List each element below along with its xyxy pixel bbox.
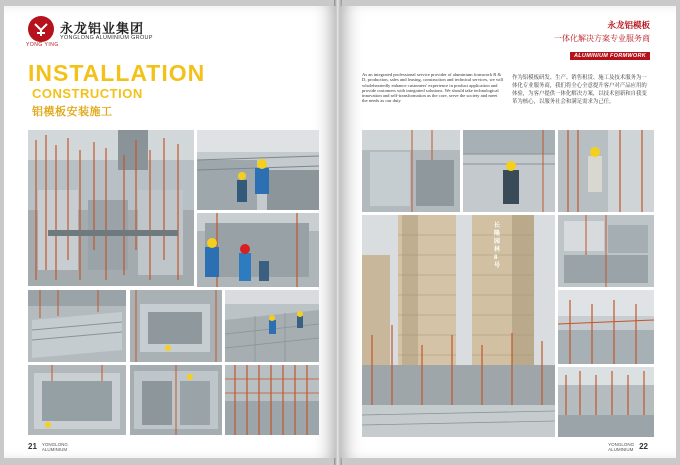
- page-number: 21: [28, 441, 37, 451]
- photo-worker-wall: [558, 130, 654, 212]
- folio-brand: [42, 442, 68, 452]
- page-number: 22: [639, 441, 648, 451]
- folio-brand-line1: YONGLONG: [41, 442, 68, 447]
- section-subtitle: CONSTRUCTION: [32, 86, 143, 101]
- right-brand-block: [554, 19, 650, 62]
- right-page: [340, 6, 676, 458]
- photo-stair-formwork: [130, 365, 222, 435]
- logo-name-cn: 永龙铝业集团: [60, 21, 145, 36]
- intro-text-en: As an integrated professional service provider of aluminium formwork R & D, production, sales and leasing, construction and technical services, we will wholeheartedly enhance customers' experience in product application and provide customers with integrated solutions. We should take technological innovation and self-transformation as the core, serve the society and meet the needs as our duty: [362, 72, 504, 104]
- intro-text-cn: 作为铝模板研发、生产、销售租赁、施工及技术服务为一体化专业服务商，我们将全心全意提升客户对产品应用的体验，为客户提供一体化解决方案，以技术创新和自我变革为核心，以服务社会和满足需求为己任。: [512, 75, 647, 105]
- right-page-folio: [605, 442, 648, 452]
- photo-beam-formwork: [130, 290, 222, 362]
- photo-deck-workers: [225, 290, 319, 362]
- brand-name-cn: 永龙铝模板: [607, 20, 650, 30]
- photo-wall-formwork-grid: [558, 215, 654, 287]
- photo-interior-formwork: [362, 130, 460, 212]
- brand-name-en: ALUMINIUM FORMWORK: [570, 52, 650, 60]
- photo-slab-formwork: [28, 290, 126, 362]
- folio-brand: [608, 442, 634, 452]
- section-title-cn: 铝模板安装施工: [32, 106, 113, 118]
- folio-brand-line2: ALUMINIUM: [608, 447, 634, 452]
- photo-worker-slab: [463, 130, 555, 212]
- photo-scaffold-view: [558, 290, 654, 364]
- company-logo: [28, 16, 178, 48]
- folio-brand-line1: YONGLONG: [608, 442, 635, 447]
- folio-brand-line2: ALUMINIUM: [41, 447, 68, 452]
- photo-rebar-cage: [225, 365, 319, 435]
- section-title: INSTALLATION: [28, 60, 206, 86]
- photo-rebar-deck: [558, 367, 654, 437]
- photo-workers-yellow-helmets: [197, 130, 319, 210]
- photo-workers-red-helmet: [197, 213, 319, 287]
- brand-slogan-cn: 一体化解决方案专业服务商: [554, 34, 650, 43]
- left-page-folio: [28, 442, 71, 452]
- photo-column-formwork: [28, 365, 126, 435]
- left-page: [4, 6, 336, 458]
- logo-name-en: YONGLONG ALUMINIUM GROUP: [60, 35, 153, 41]
- building-sign-text: 长隆园林8号: [494, 223, 501, 269]
- photo-high-rise-towers: [362, 215, 555, 437]
- logo-mark-subtext: YONG YING: [26, 42, 59, 48]
- logo-mark-icon: [28, 16, 54, 42]
- photo-rebar-columns: [28, 130, 194, 286]
